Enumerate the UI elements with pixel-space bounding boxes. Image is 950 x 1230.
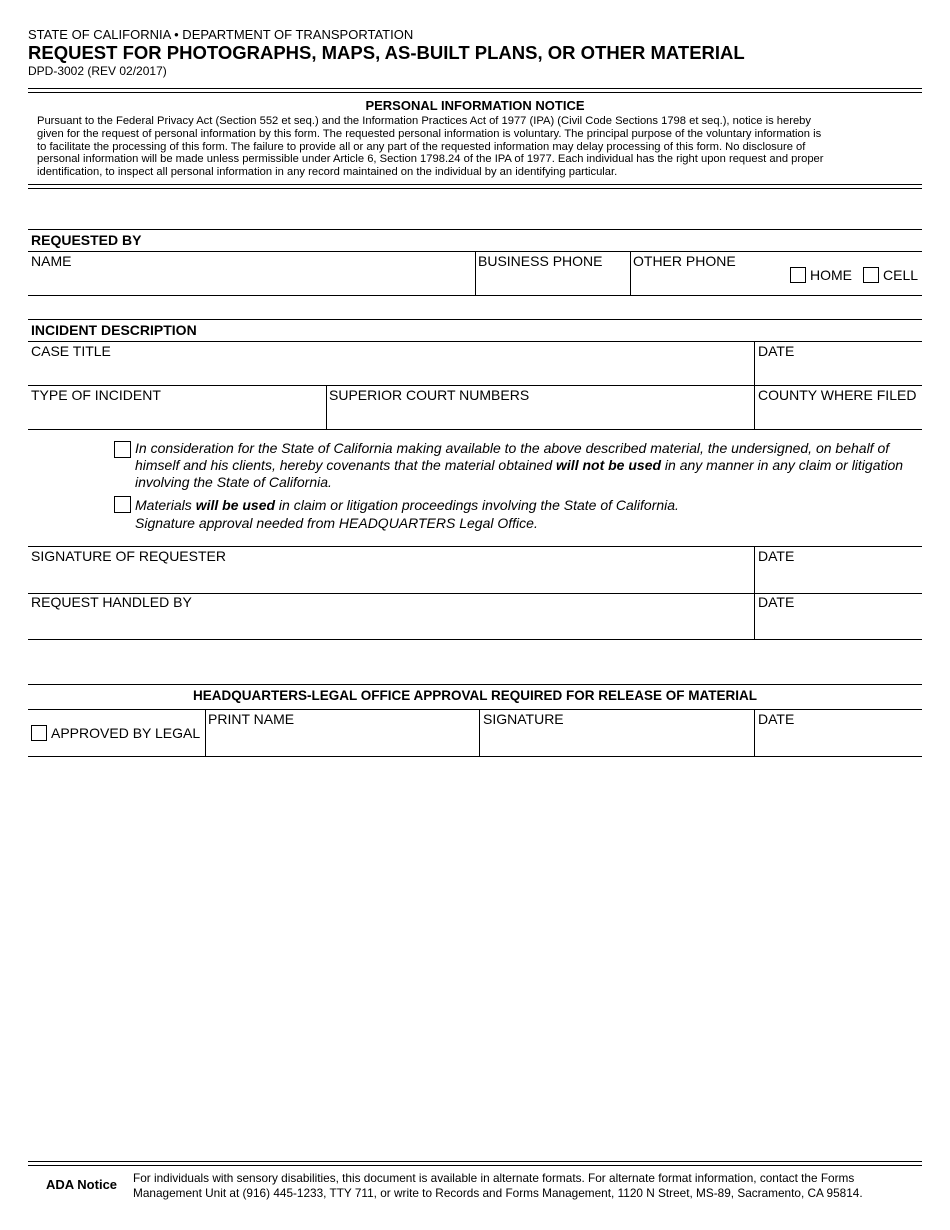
business-phone-input[interactable] (478, 272, 626, 292)
incident-date-label: DATE (758, 343, 795, 359)
incident-heading: INCIDENT DESCRIPTION (31, 322, 197, 338)
rule (205, 709, 206, 756)
ada-notice-label: ADA Notice (46, 1177, 118, 1192)
requester-date-label: DATE (758, 548, 795, 564)
privacy-notice-heading: PERSONAL INFORMATION NOTICE (365, 98, 585, 113)
legal-signature-input[interactable] (483, 731, 749, 753)
handled-date-input[interactable] (758, 614, 918, 636)
covenant-line (135, 457, 903, 474)
approved-by-legal-checkbox[interactable] (31, 725, 47, 741)
rule (28, 295, 922, 296)
rule (28, 385, 922, 386)
print-name-label: PRINT NAME (208, 711, 295, 727)
notice-divider-top (28, 184, 922, 185)
cell-checkbox[interactable] (863, 267, 879, 283)
type-of-incident-input[interactable] (31, 406, 321, 426)
request-handled-by-input[interactable] (31, 614, 749, 636)
ada-divider-top (28, 1161, 922, 1162)
form-title: REQUEST FOR PHOTOGRAPHS, MAPS, AS-BUILT PLANS, OR OTHER MATERIAL (28, 42, 745, 63)
header-divider-top (28, 88, 922, 89)
ada-divider-bottom (28, 1165, 922, 1166)
covenant-line (135, 496, 679, 514)
superior-court-numbers-label: SUPERIOR COURT NUMBERS (329, 387, 530, 403)
rule (475, 251, 476, 295)
ada-notice-line: For individuals with sensory disabilities, this document is available in alternate formats. For alternate format information, contact the Forms (133, 1171, 855, 1185)
county-where-filed-input[interactable] (758, 406, 918, 426)
rule (479, 709, 480, 756)
rule (28, 319, 922, 320)
rule (28, 341, 922, 342)
other-phone-input[interactable] (633, 273, 783, 293)
requested-by-heading: REQUESTED BY (31, 232, 142, 248)
will-not-be-used-text (135, 440, 903, 491)
privacy-notice-line: personal information will be made unless permissible under Article 6, Section 1798.24 of the IPA of 1977. Each individual has the right upon request and proper (37, 153, 824, 166)
signature-of-requester-label: SIGNATURE OF REQUESTER (31, 548, 226, 564)
requester-date-input[interactable] (758, 568, 918, 590)
county-where-filed-label: COUNTY WHERE FILED (758, 387, 917, 403)
superior-court-numbers-input[interactable] (329, 406, 749, 426)
legal-signature-label: SIGNATURE (483, 711, 564, 727)
case-title-input[interactable] (31, 362, 749, 382)
ada-notice-line: Management Unit at (916) 445-1233, TTY 711, or write to Records and Forms Management, 1120 N Street, MS-89, Sacramento, CA 95814. (133, 1185, 863, 1200)
covenant-line: In consideration for the State of California making available to the above described material, the undersigned, on behalf of (135, 440, 890, 456)
covenant-line: Signature approval needed from HEADQUARTERS Legal Office. (135, 515, 538, 531)
type-of-incident-label: TYPE OF INCIDENT (31, 387, 161, 403)
name-label: NAME (31, 253, 72, 269)
case-title-label: CASE TITLE (31, 343, 111, 359)
covenant-emphasis: will be used (195, 497, 276, 513)
privacy-notice-line: identification, to inspect all personal information in any record maintained on the individual by an identifying particular. (37, 166, 618, 179)
legal-approval-heading: HEADQUARTERS-LEGAL OFFICE APPROVAL REQUIRED FOR RELEASE OF MATERIAL (192, 688, 758, 703)
handled-date-label: DATE (758, 594, 795, 610)
covenant-text: himself and his clients, hereby covenants that the material obtained (135, 457, 557, 473)
other-phone-label: OTHER PHONE (633, 253, 736, 269)
rule (630, 251, 631, 295)
home-label: HOME (810, 267, 852, 283)
covenant-text: in claim or litigation proceedings involving the State of California. (275, 497, 679, 513)
signature-of-requester-input[interactable] (31, 568, 749, 590)
legal-date-label: DATE (758, 711, 795, 727)
rule (28, 756, 922, 757)
covenant-line: involving the State of California. (135, 474, 332, 490)
print-name-input[interactable] (208, 731, 476, 753)
privacy-notice-line: given for the request of personal information by this form. The requested personal information is voluntary. The principal purpose of the voluntary information is (37, 127, 822, 140)
rule (28, 709, 922, 710)
agency-name: STATE OF CALIFORNIA • DEPARTMENT OF TRANSPORTATION (28, 27, 414, 42)
will-be-used-text (135, 496, 679, 532)
legal-date-input[interactable] (758, 731, 918, 753)
privacy-notice-line: Pursuant to the Federal Privacy Act (Section 552 et seq.) and the Information Practices Act of 1977 (IPA) (Civil Code Sections 1798 et seq.), notice is hereby (37, 115, 811, 127)
notice-divider-bottom (28, 188, 922, 189)
home-checkbox[interactable] (790, 267, 806, 283)
approved-by-legal-label: APPROVED BY LEGAL (51, 725, 201, 741)
rule (28, 639, 922, 640)
rule (28, 546, 922, 547)
rule (28, 429, 922, 430)
rule (28, 229, 922, 230)
covenant-text: in any manner in any claim or litigation (661, 457, 904, 473)
rule (754, 709, 755, 756)
rule (28, 684, 922, 685)
covenant-emphasis: will not be used (556, 457, 662, 473)
ada-notice-text (133, 1171, 863, 1200)
covenant-text: Materials (135, 497, 196, 513)
business-phone-label: BUSINESS PHONE (478, 253, 603, 269)
header-divider-bottom (28, 92, 922, 93)
name-input[interactable] (31, 272, 471, 292)
incident-date-input[interactable] (758, 362, 918, 382)
cell-label: CELL (883, 267, 919, 283)
will-not-be-used-checkbox[interactable] (114, 441, 131, 458)
request-handled-by-label: REQUEST HANDLED BY (31, 594, 192, 610)
will-be-used-checkbox[interactable] (114, 496, 131, 513)
privacy-notice-line: to facilitate the processing of this form. The failure to provide all or any part of the requested information may delay processing of this form. No disclosure of (37, 140, 806, 153)
rule (326, 385, 327, 429)
privacy-notice-text (37, 115, 824, 179)
form-number: DPD-3002 (REV 02/2017) (28, 64, 167, 78)
